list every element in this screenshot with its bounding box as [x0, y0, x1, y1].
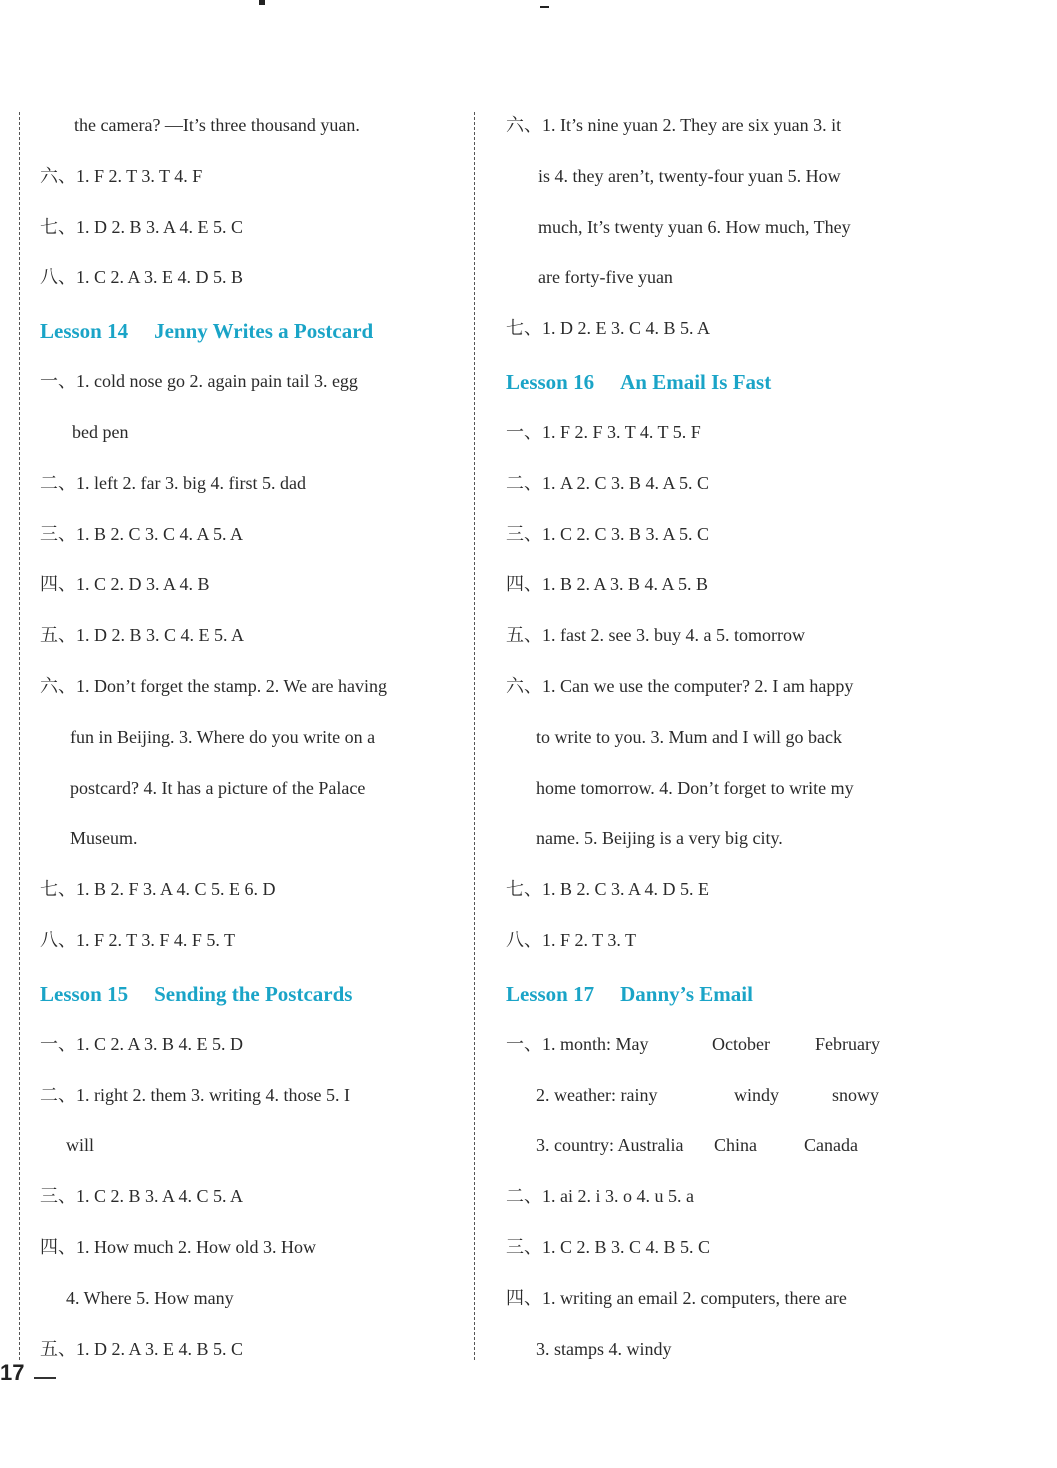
answer-line: 三、1. B 2. C 3. C 4. A 5. A — [40, 523, 244, 544]
answer-line: Museum. — [70, 828, 138, 849]
answer-line: 八、1. C 2. A 3. E 4. D 5. B — [40, 267, 244, 288]
grid-cell: Canada — [804, 1135, 858, 1156]
lesson-title: Danny’s Email — [620, 981, 753, 1006]
answer-line: to write to you. 3. Mum and I will go back — [536, 726, 842, 747]
answer-line: name. 5. Beijing is a very big city. — [536, 828, 783, 849]
lesson-number: Lesson 17 — [506, 981, 595, 1006]
right-column — [506, 108, 936, 1382]
answer-line: 一、1. F 2. F 3. T 4. T 5. F — [506, 421, 701, 442]
grid-cell: 2. weather: rainy — [536, 1084, 658, 1105]
grid-cell: 3. country: Australia — [536, 1135, 684, 1156]
answer-line: 四、1. writing an email 2. computers, there are — [506, 1287, 847, 1308]
answer-line: 六、1. Don’t forget the stamp. 2. We are having — [40, 675, 387, 696]
answer-line: 六、1. F 2. T 3. T 4. F — [40, 165, 203, 186]
answer-line: 五、1. fast 2. see 3. buy 4. a 5. tomorrow — [506, 625, 805, 646]
lesson-17-heading — [506, 974, 936, 1027]
lesson-number: Lesson 14 — [40, 319, 129, 344]
answer-line: 一、1. cold nose go 2. again pain tail 3. egg — [40, 371, 358, 392]
answer-line: much, It’s twenty yuan 6. How much, They — [538, 216, 851, 237]
answer-line: 五、1. D 2. A 3. E 4. B 5. C — [40, 1338, 244, 1359]
lesson-title: An Email Is Fast — [620, 369, 772, 394]
answer-line: the camera? —It’s three thousand yuan. — [74, 115, 360, 135]
lesson-14-heading — [40, 311, 465, 364]
grid-cell: snowy — [832, 1084, 880, 1105]
answer-line: 二、1. left 2. far 3. big 4. first 5. dad — [40, 472, 306, 493]
answer-line: 七、1. B 2. C 3. A 4. D 5. E — [506, 879, 710, 900]
page-number: 17 — [0, 1360, 25, 1385]
center-column-divider — [474, 112, 475, 1360]
lesson-number: Lesson 15 — [40, 981, 129, 1006]
grid-cell: China — [714, 1135, 757, 1156]
answer-line: 七、1. B 2. F 3. A 4. C 5. E 6. D — [40, 879, 276, 900]
answer-line: bed pen — [72, 421, 129, 442]
answer-line: 六、1. Can we use the computer? 2. I am happy — [506, 675, 854, 696]
page-number-dash — [34, 1377, 56, 1379]
answer-line: 七、1. D 2. B 3. A 4. E 5. C — [40, 216, 244, 237]
answer-line: will — [66, 1135, 95, 1156]
answer-line: 二、1. right 2. them 3. writing 4. those 5. I — [40, 1084, 350, 1105]
answer-line — [506, 1027, 936, 1078]
answer-line: 二、1. ai 2. i 3. o 4. u 5. a — [506, 1186, 694, 1207]
answer-line: 3. stamps 4. windy — [536, 1338, 672, 1359]
lesson-15-heading — [40, 974, 465, 1027]
grid-cell: October — [712, 1033, 770, 1054]
lesson-16-heading — [506, 362, 936, 415]
answer-line — [506, 1078, 936, 1129]
grid-cell: February — [815, 1033, 880, 1054]
answer-line: home tomorrow. 4. Don’t forget to write my — [536, 777, 854, 798]
answer-line: postcard? 4. It has a picture of the Palace — [70, 777, 366, 798]
left-margin-divider — [19, 112, 20, 1360]
answer-line: 三、1. C 2. C 3. B 3. A 5. C — [506, 523, 710, 544]
top-mark-left — [259, 0, 265, 5]
left-column — [40, 108, 465, 1382]
answer-line: 八、1. F 2. T 3. F 4. F 5. T — [40, 929, 236, 950]
answer-line: 六、1. It’s nine yuan 2. They are six yuan 3. it — [506, 115, 842, 135]
answer-line: is 4. they aren’t, twenty-four yuan 5. How — [538, 165, 841, 186]
answer-line: 一、1. C 2. A 3. B 4. E 5. D — [40, 1033, 244, 1054]
answer-line: are forty-five yuan — [538, 267, 673, 288]
answer-line: fun in Beijing. 3. Where do you write on a — [70, 726, 376, 747]
answer-line: 四、1. B 2. A 3. B 4. A 5. B — [506, 574, 709, 595]
lesson-title: Jenny Writes a Postcard — [154, 319, 374, 344]
answer-line: 八、1. F 2. T 3. T — [506, 929, 637, 950]
answer-line: 四、1. C 2. D 3. A 4. B — [40, 574, 210, 595]
answer-line: 七、1. D 2. E 3. C 4. B 5. A — [506, 318, 711, 339]
answer-line: 二、1. A 2. C 3. B 4. A 5. C — [506, 472, 710, 493]
answer-line — [506, 1128, 936, 1179]
answer-line: 三、1. C 2. B 3. C 4. B 5. C — [506, 1236, 711, 1257]
lesson-number: Lesson 16 — [506, 369, 595, 394]
grid-cell: windy — [734, 1084, 779, 1105]
answer-line: 四、1. How much 2. How old 3. How — [40, 1236, 316, 1257]
top-mark-right — [540, 6, 549, 8]
answer-line: 4. Where 5. How many — [66, 1287, 234, 1308]
grid-cell: 一、1. month: May — [506, 1033, 649, 1054]
answer-line: 五、1. D 2. B 3. C 4. E 5. A — [40, 625, 245, 646]
lesson-title: Sending the Postcards — [154, 981, 353, 1006]
answer-line: 三、1. C 2. B 3. A 4. C 5. A — [40, 1186, 244, 1207]
